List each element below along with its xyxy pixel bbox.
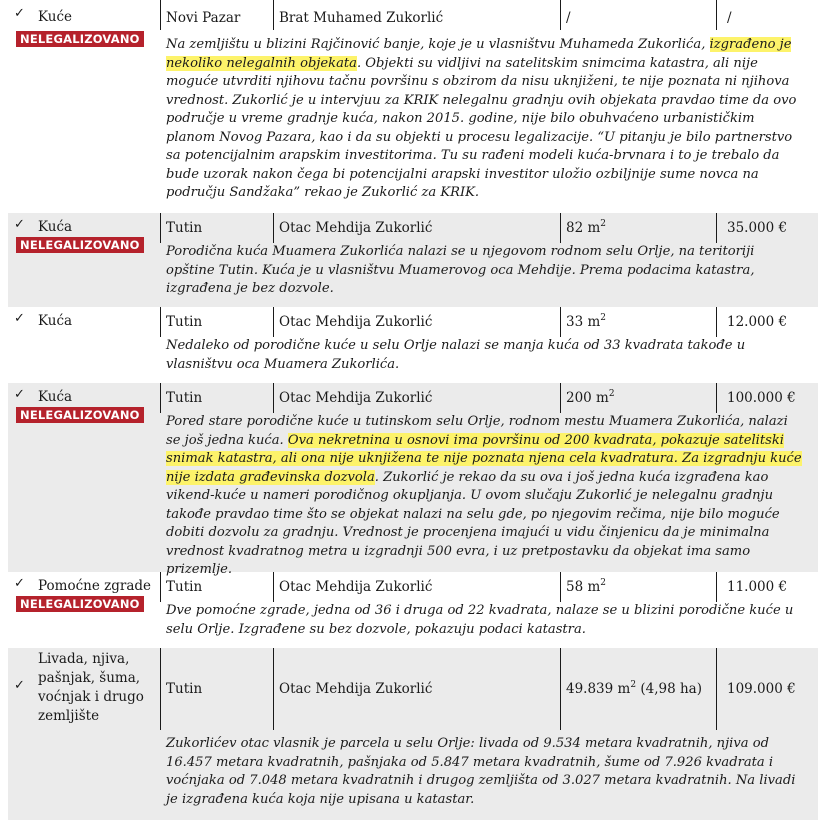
column-divider <box>160 648 161 730</box>
owner: Brat Muhamed Zukorlić <box>279 10 444 26</box>
property-row <box>8 307 818 383</box>
description-text: . Objekti su vidljivi na satelitskim snimcima katastra, ali nije moguće utvrditi njihovu tačnu površinu s obzirom da nisu uknjiženi, te nije poznata ni njihova vrednost. Zukorlić je u intervjuu za KRIK nelegalnu gradnju ovih objekata pravdao time da ovo područje u vreme gradnje kuća, nakon 2015. godine, nije bilo obuhvaćeno urbanističkim planom Novog Pazara, kao i da su objekti u procesu legalizacije. “U pitanju je bilo partnerstvo sa potencijalnim arapskim investitorima. Tu su rađeni modeli kuća-brvnara i to je trebalo da bude uzorak nakon čega bi potencijalni arapski investitor uložio ozbiljnije sume novca na području Sandžaka” rekao je Zukorlić za KRIK. <box>166 55 797 200</box>
column-divider <box>716 383 717 413</box>
column-divider <box>273 213 274 243</box>
value: / <box>727 10 732 26</box>
property-row <box>8 383 818 577</box>
description <box>166 413 806 580</box>
value: 35.000 € <box>727 220 788 236</box>
description-text: Zukorlićev otac vlasnik je parcela u selu Orlje: livada od 9.534 metara kvadratnih, njiva od 16.457 metara kvadratnih, pašnjaka od 5.847 metara kvadratnih, šume od 7.926 kvadrata i voćnjaka od 7.048 metara kvadratnih i drugog zemljišta od 3.027 metara kvadratnih. Na livadi je izgrađena kuća koja nije upisana u katastar. <box>166 736 796 807</box>
description <box>166 602 806 639</box>
owner: Otac Mehdija Zukorlić <box>279 314 433 330</box>
description <box>166 243 806 299</box>
column-divider <box>160 383 161 413</box>
property-type: Pomoćne zgrade <box>38 578 152 594</box>
column-divider <box>273 0 274 30</box>
column-divider <box>716 0 717 30</box>
column-divider <box>273 648 274 730</box>
column-divider <box>560 648 561 730</box>
area: / <box>566 10 571 26</box>
description-text: Nedaleko od porodične kuće u selu Orlje nalazi se manja kuća od 33 kvadrata takođe u vlasništvu oca Muamera Zukorlića. <box>166 338 746 372</box>
description <box>166 735 806 809</box>
location: Novi Pazar <box>166 10 241 26</box>
column-divider <box>273 307 274 337</box>
check-icon: ✓ <box>14 576 25 591</box>
location: Tutin <box>166 579 203 595</box>
property-row <box>8 572 818 648</box>
column-divider <box>716 572 717 602</box>
property-type: Kuće <box>38 9 73 25</box>
area: 82 $m^2$ <box>566 219 607 236</box>
owner: Otac Mehdija Zukorlić <box>279 681 433 697</box>
check-icon: ✓ <box>14 217 25 232</box>
owner: Otac Mehdija Zukorlić <box>279 390 433 406</box>
value: 11.000 € <box>727 579 788 595</box>
property-type: Livada, njiva, pašnjak, šuma, voćnjak i drugo zemljište <box>38 651 144 724</box>
column-divider <box>160 307 161 337</box>
property-type: Kuća <box>38 219 73 235</box>
description-text: Porodična kuća Muamera Zukorlića nalazi se u njegovom rodnom selu Orlje, na teritoriji opštine Tutin. Kuća je u vlasništvu Muamerovog oca Mehdije. Prema podacima katastra, izgrađena je bez dozvole. <box>166 244 755 296</box>
area: 49.839 $m^2$ (4,98 ha) <box>566 680 702 697</box>
column-divider <box>273 572 274 602</box>
area: 58 $m^2$ <box>566 578 607 595</box>
owner: Otac Mehdija Zukorlić <box>279 220 433 236</box>
value: 100.000 € <box>727 390 796 406</box>
owner: Otac Mehdija Zukorlić <box>279 579 433 595</box>
column-divider <box>273 383 274 413</box>
column-divider <box>560 572 561 602</box>
column-divider <box>560 213 561 243</box>
check-icon: ✓ <box>14 678 25 693</box>
property-row <box>8 213 818 307</box>
check-icon: ✓ <box>14 6 25 21</box>
status-badge: NELEGALIZOVANO <box>16 407 144 423</box>
description-text: . Zukorlić je rekao da su ova i još jedna kuća izgrađena kao vikend-kuće u nameri porodičnog okupljanja. U ovom slučaju Zukorlić je nelegalnu gradnju takođe pravdao time što se objekat nalazi na selu gde, po njegovim rečima, nije bilo moguće dobiti dozvolu za gradnju. Vrednost je procenjena imajući u vidu činjenicu da je minimalna vrednost kvadratnog metra u izgradnji 500 evra, i uz pretpostavku da objekat ima samo prizemlje. <box>166 469 780 577</box>
column-divider <box>160 0 161 30</box>
property-row <box>8 0 818 213</box>
column-divider <box>716 648 717 730</box>
description-text: Na zemljištu u blizini Rajčinović banje, koje je u vlasništvu Muhameda Zukorlića, <box>166 37 710 52</box>
status-badge: NELEGALIZOVANO <box>16 596 144 612</box>
location: Tutin <box>166 314 203 330</box>
check-icon: ✓ <box>14 311 25 326</box>
description-text: Dve pomoćne zgrade, jedna od 36 i druga od 22 kvadrata, nalaze se u blizini porodične kuće u selu Orlje. Izgrađene su bez dozvole, pokazuju podaci katastra. <box>166 603 794 637</box>
value: 109.000 € <box>727 681 796 697</box>
property-row <box>8 648 818 820</box>
property-type: Kuća <box>38 313 73 329</box>
column-divider <box>560 0 561 30</box>
location: Tutin <box>166 390 203 406</box>
location: Tutin <box>166 220 203 236</box>
location: Tutin <box>166 681 203 697</box>
check-icon: ✓ <box>14 387 25 402</box>
highlighted-text: izgrađeno je nekoliko nelegalnih objekata <box>166 37 792 71</box>
description-text: Pored stare porodične kuće u tutinskom selu Orlje, rodnom mestu Muamera Zukorlića, nalazi se još jedna kuća. <box>166 414 788 448</box>
description <box>166 36 806 203</box>
column-divider <box>560 307 561 337</box>
description <box>166 337 806 374</box>
column-divider <box>716 307 717 337</box>
value: 12.000 € <box>727 314 788 330</box>
highlighted-text: Ova nekretnina u osnovi ima površinu od 200 kvadrata, pokazuje satelitski snimak katastra, ali ona nije uknjižena te nije poznata njena cela kvadratura. Za izgradnju kuće nije izdata građevinska dozvola <box>166 432 802 485</box>
column-divider <box>560 383 561 413</box>
column-divider <box>160 213 161 243</box>
column-divider <box>160 572 161 602</box>
status-badge: NELEGALIZOVANO <box>16 31 144 47</box>
area: 33 $m^2$ <box>566 313 607 330</box>
status-badge: NELEGALIZOVANO <box>16 237 144 253</box>
property-type: Kuća <box>38 389 73 405</box>
area: 200 $m^2$ <box>566 389 615 406</box>
column-divider <box>716 213 717 243</box>
